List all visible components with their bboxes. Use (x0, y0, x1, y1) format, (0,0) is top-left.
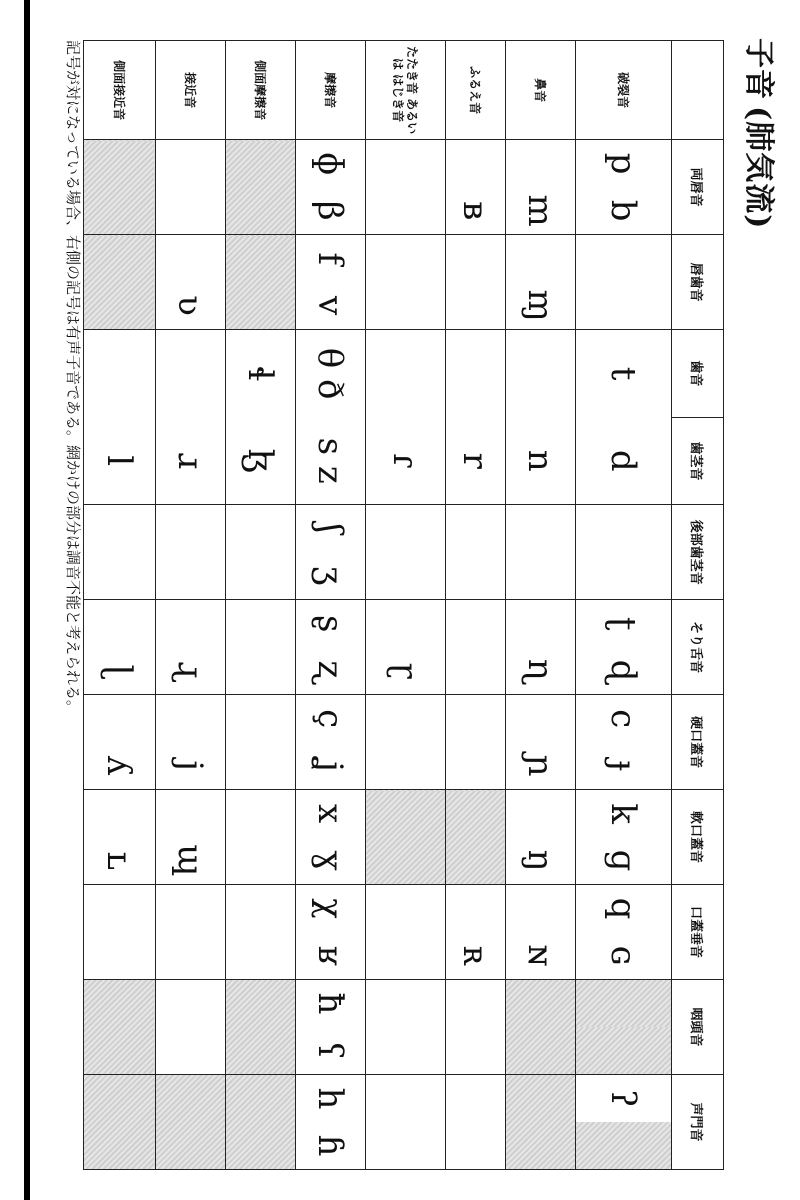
ipa-cell (576, 140, 672, 235)
table-row (576, 41, 672, 1170)
symbol-pair (506, 600, 575, 694)
ipa-cell (296, 885, 366, 980)
ipa-cell (576, 235, 672, 330)
voiced-symbol: j (170, 760, 211, 771)
symbol-pair (446, 330, 505, 504)
voiced-symbol: ɮ (240, 448, 281, 473)
ipa-cell (576, 790, 672, 885)
symbol-pair (156, 235, 225, 329)
symbol-pair (226, 1075, 295, 1169)
table-row (156, 41, 226, 1170)
symbol-pair (84, 505, 155, 599)
ipa-cell (156, 235, 226, 330)
ipa-cell (506, 790, 576, 885)
voiced-symbol: d (603, 449, 644, 472)
voiceless-symbol: p (603, 152, 644, 175)
symbol-pair (446, 505, 505, 599)
voiced-symbol: ʎ (99, 755, 140, 776)
symbol-pair (576, 790, 671, 884)
symbol-pair (576, 1075, 671, 1169)
ipa-cell (296, 695, 366, 790)
symbol-pair (366, 790, 445, 884)
ipa-cell (446, 235, 506, 330)
symbol-pair (446, 790, 505, 884)
symbol-pair (446, 695, 505, 789)
ipa-cell (366, 695, 446, 790)
symbol-pair (226, 600, 295, 694)
ipa-cell (226, 695, 296, 790)
table-row (446, 41, 506, 1170)
symbol-pair (296, 235, 365, 329)
ipa-cell (156, 330, 226, 505)
symbol-pair (156, 885, 225, 979)
voiced-symbol: ɣ (310, 850, 351, 871)
symbol-pair (84, 695, 155, 789)
symbol-pair (84, 140, 155, 234)
ipa-cell (446, 330, 506, 505)
ipa-cell (506, 1074, 576, 1169)
symbol-pair (506, 330, 575, 504)
ipa-cell (84, 790, 156, 885)
voiced-symbol: ŋ (520, 849, 561, 872)
voiced-symbol: ʝ (310, 759, 351, 772)
voiced-symbol: β (310, 200, 351, 221)
symbol-pair (506, 140, 575, 234)
symbol-pair (446, 885, 505, 979)
ipa-cell (506, 885, 576, 980)
symbol-pair (226, 505, 295, 599)
voiceless-symbol: q (603, 897, 644, 920)
ipa-cell (446, 140, 506, 235)
row-head: ふるえ音 (446, 41, 506, 140)
ipa-cell (446, 1074, 506, 1169)
ipa-cell (506, 600, 576, 695)
ipa-cell (156, 979, 226, 1074)
symbol-pair (226, 330, 295, 504)
table-body (84, 41, 672, 1170)
ipa-cell (84, 1074, 156, 1169)
ipa-cell (576, 505, 672, 600)
symbol-pair (506, 505, 575, 599)
voiced-symbol: ɦ (310, 1134, 351, 1157)
voiceless-symbol: ʂ (310, 614, 351, 633)
symbol-pair (576, 980, 671, 1074)
col-head-dental: 歯音 (688, 360, 703, 387)
symbol-pair (156, 330, 225, 504)
voiced-symbol: v (310, 295, 351, 316)
table-row (226, 41, 296, 1170)
ipa-cell (226, 790, 296, 885)
ipa-cell (366, 885, 446, 980)
ipa-cell (366, 505, 446, 600)
voiced-symbol: b (603, 199, 644, 222)
symbol-pair (446, 980, 505, 1074)
voiced-symbol: ɴ (520, 944, 561, 967)
voiceless-symbol: f (310, 252, 351, 265)
symbol-pair (226, 885, 295, 979)
symbol-pair (576, 695, 671, 789)
ipa-cell (296, 235, 366, 330)
page-subtitle: (肺気流) (741, 106, 776, 230)
symbol-pair (506, 1075, 575, 1169)
symbol-pair (84, 885, 155, 979)
voiceless-symbol: θ ð (310, 347, 351, 400)
voiceless-symbol: ɬ (240, 365, 281, 382)
ipa-cell (84, 695, 156, 790)
ipa-cell (446, 505, 506, 600)
col-head-pharyngeal: 咽頭音 (672, 979, 724, 1074)
voiceless-symbol: ç (310, 709, 351, 729)
ipa-cell (156, 885, 226, 980)
voiceless-symbol: h (310, 1087, 351, 1110)
symbol-pair (366, 330, 445, 504)
symbol-pair (366, 140, 445, 234)
voiced-symbol: ʕ (310, 1041, 351, 1060)
voiced-symbol: ɽ (385, 662, 426, 679)
bottom-rule (24, 0, 30, 1200)
voiceless-symbol: ʔ (603, 1089, 644, 1108)
ipa-cell (226, 1074, 296, 1169)
ipa-cell (366, 979, 446, 1074)
voiced-symbol: ɳ (520, 658, 561, 683)
ipa-cell (506, 695, 576, 790)
footnote: 記号が対になっている場合、右側の記号は有声子音である。網かけの部分は調音不能と考えられる。 (64, 40, 82, 716)
symbol-pair (446, 1075, 505, 1169)
ipa-cell (366, 330, 446, 505)
row-head: たたき音 あるいは はじき音 (366, 41, 446, 140)
symbol-pair (156, 1075, 225, 1169)
symbol-pair (366, 980, 445, 1074)
symbol-pair (156, 790, 225, 884)
ipa-cell (156, 600, 226, 695)
voiced-symbol: n (520, 449, 561, 472)
symbol-pair (296, 885, 365, 979)
symbol-pair (446, 600, 505, 694)
voiceless-symbol: k (603, 803, 644, 824)
voiced-symbol: ɟ (603, 760, 644, 771)
ipa-cell (296, 330, 366, 505)
ipa-cell (226, 330, 296, 505)
symbol-pair (156, 980, 225, 1074)
table-row (366, 41, 446, 1170)
ipa-cell (84, 505, 156, 600)
voiceless-symbol: x (310, 803, 351, 824)
ipa-cell (84, 235, 156, 330)
voiceless-symbol: ʃ (310, 524, 351, 534)
symbol-pair (366, 600, 445, 694)
ipa-cell (226, 600, 296, 695)
symbol-pair (576, 235, 671, 329)
voiced-symbol: ɖ (603, 659, 644, 682)
symbol-pair (226, 140, 295, 234)
symbol-pair (296, 790, 365, 884)
symbol-pair (84, 1075, 155, 1169)
voiced-symbol: ɭ (99, 664, 140, 677)
col-head-glottal: 声門音 (672, 1074, 724, 1169)
voiced-symbol: ʙ (455, 201, 496, 221)
voiceless-symbol: ħ (310, 992, 351, 1015)
symbol-pair (576, 600, 671, 694)
symbol-pair (226, 980, 295, 1074)
ipa-cell (366, 235, 446, 330)
voiceless-symbol: ʈ (603, 616, 644, 631)
symbol-pair (366, 505, 445, 599)
col-head-labiodental: 唇歯音 (672, 235, 724, 330)
voiceless-symbol: ɸ (310, 151, 351, 176)
symbol-pair (84, 330, 155, 504)
ipa-cell (226, 505, 296, 600)
symbol-pair (366, 235, 445, 329)
symbol-pair (226, 695, 295, 789)
symbol-pair (506, 235, 575, 329)
symbol-pair (446, 235, 505, 329)
ipa-cell (576, 600, 672, 695)
voiced-symbol: ʁ (310, 945, 351, 966)
voiced-symbol: r (455, 452, 496, 469)
ipa-cell (226, 235, 296, 330)
ipa-cell (296, 505, 366, 600)
table-row (506, 41, 576, 1170)
voiced-symbol: m (520, 194, 561, 227)
ipa-cell (446, 885, 506, 980)
ipa-cell (296, 790, 366, 885)
ipa-cell (156, 1074, 226, 1169)
ipa-cell (446, 979, 506, 1074)
voiced-symbol: ʐ (310, 660, 351, 681)
row-head: 破裂音 (576, 41, 672, 140)
row-head: 摩擦音 (296, 41, 366, 140)
voiced-symbol: ʀ (455, 945, 496, 966)
col-head-palatal: 硬口蓋音 (672, 695, 724, 790)
ipa-cell (576, 979, 672, 1074)
symbol-pair (506, 980, 575, 1074)
symbol-pair (84, 235, 155, 329)
voiced-symbol: ʟ (99, 851, 140, 870)
ipa-cell (506, 330, 576, 505)
voiced-symbol: ɡ (603, 849, 644, 872)
voiced-symbol: ɱ (520, 289, 561, 322)
col-head-bilabial: 両唇音 (672, 140, 724, 235)
symbol-pair (84, 600, 155, 694)
ipa-cell (366, 600, 446, 695)
ipa-cell (576, 885, 672, 980)
voiced-symbol: ɲ (520, 754, 561, 777)
voiceless-symbol: t (603, 366, 644, 381)
voiced-symbol: ʋ (170, 295, 211, 316)
symbol-pair (576, 885, 671, 979)
symbol-pair (296, 505, 365, 599)
voiceless-symbol: c (603, 709, 644, 729)
row-head: 側面接近音 (84, 41, 156, 140)
ipa-cell (84, 885, 156, 980)
col-head-velar: 軟口蓋音 (672, 790, 724, 885)
ipa-cell (446, 600, 506, 695)
ipa-cell (366, 140, 446, 235)
symbol-pair (366, 885, 445, 979)
ipa-cell (84, 979, 156, 1074)
ipa-cell (84, 600, 156, 695)
voiced-symbol: ɹ (170, 452, 211, 470)
symbol-pair (156, 695, 225, 789)
symbol-pair (296, 600, 365, 694)
symbol-pair (296, 1075, 365, 1169)
symbol-pair (226, 790, 295, 884)
ipa-cell (226, 140, 296, 235)
ipa-cell (576, 330, 672, 505)
voiced-symbol: ɻ (170, 661, 211, 681)
ipa-cell (84, 330, 156, 505)
ipa-cell (576, 1074, 672, 1169)
table-row (296, 41, 366, 1170)
ipa-cell (506, 505, 576, 600)
symbol-pair (296, 330, 365, 504)
voiced-symbol (576, 1122, 671, 1169)
symbol-pair (576, 330, 671, 504)
col-head-uvular: 口蓋垂音 (672, 885, 724, 980)
voiced-symbol: ʒ (310, 566, 351, 586)
symbol-pair (506, 790, 575, 884)
ipa-cell (84, 140, 156, 235)
voiced-symbol: s z (310, 437, 351, 484)
ipa-cell (366, 790, 446, 885)
row-head: 側面摩擦音 (226, 41, 296, 140)
voiced-symbol: ɢ (603, 945, 644, 966)
col-head-retroflex: そり舌音 (672, 600, 724, 695)
symbol-pair (366, 1075, 445, 1169)
symbol-pair (156, 140, 225, 234)
page-title: 子音(肺気流) (741, 38, 776, 230)
symbol-pair (156, 600, 225, 694)
col-head-postalveolar: 後部歯茎音 (672, 505, 724, 600)
table-row (84, 41, 156, 1170)
ipa-cell (506, 140, 576, 235)
symbol-pair (156, 505, 225, 599)
symbol-pair (366, 695, 445, 789)
voiced-symbol: ɰ (170, 844, 211, 877)
corner-cell (672, 41, 724, 140)
ipa-cell (506, 235, 576, 330)
ipa-cell (506, 979, 576, 1074)
symbol-pair (506, 695, 575, 789)
row-head: 鼻音 (506, 41, 576, 140)
symbol-pair (296, 695, 365, 789)
ipa-cell (156, 140, 226, 235)
symbol-pair (226, 235, 295, 329)
ipa-consonant-table (83, 40, 724, 1170)
ipa-cell (296, 979, 366, 1074)
ipa-cell (446, 790, 506, 885)
symbol-pair (506, 885, 575, 979)
voiced-symbol: ɾ (385, 453, 426, 469)
row-head: 接近音 (156, 41, 226, 140)
symbol-pair (84, 790, 155, 884)
voiced-symbol (576, 1027, 671, 1074)
ipa-cell (366, 1074, 446, 1169)
ipa-cell (156, 505, 226, 600)
symbol-pair (576, 505, 671, 599)
ipa-cell (446, 695, 506, 790)
col-head-alveolar: 歯茎音 (672, 417, 723, 505)
ipa-cell (226, 885, 296, 980)
ipa-cell (296, 1074, 366, 1169)
symbol-pair (296, 980, 365, 1074)
col-head-dental-alveolar (672, 330, 724, 505)
symbol-pair (296, 140, 365, 234)
header-row (672, 41, 724, 1170)
ipa-cell (576, 695, 672, 790)
voiceless-symbol: χ (310, 898, 351, 919)
voiced-symbol: l (99, 455, 140, 467)
ipa-cell (156, 695, 226, 790)
symbol-pair (84, 980, 155, 1074)
symbol-pair (446, 140, 505, 234)
symbol-pair (576, 140, 671, 234)
ipa-cell (226, 979, 296, 1074)
ipa-cell (156, 790, 226, 885)
ipa-cell (296, 140, 366, 235)
ipa-cell (296, 600, 366, 695)
